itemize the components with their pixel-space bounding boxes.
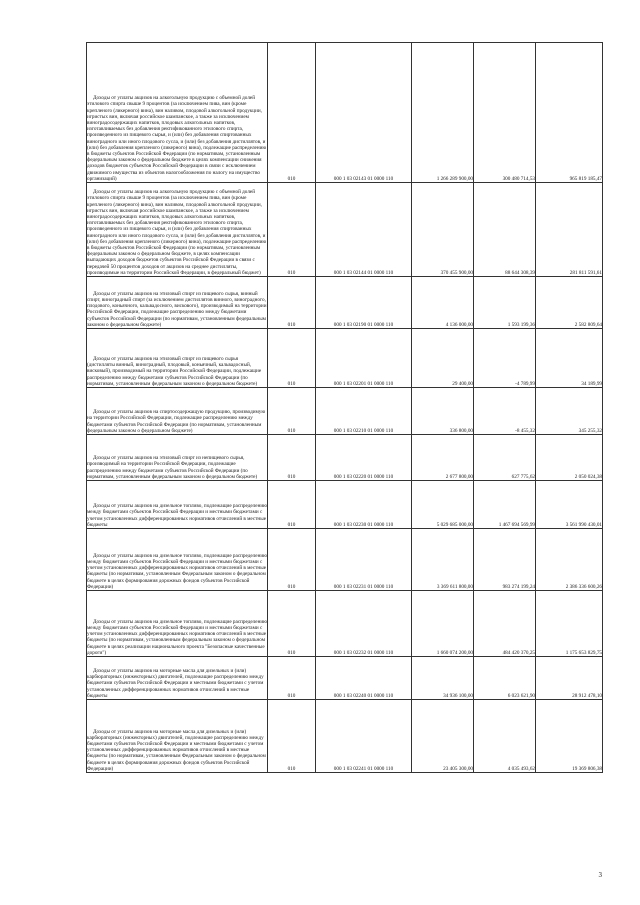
row-remaining-amount: 2 582 809,64 bbox=[536, 277, 603, 329]
row-kbk: 000 1 03 02232 01 0000 110 bbox=[316, 591, 412, 657]
table-row bbox=[87, 700, 603, 773]
row-remaining-amount: 2 050 024,38 bbox=[536, 435, 603, 481]
row-name: Доходы от уплаты акцизов на этиловый спирт из пищевого сырья (дистилляты винный, виноградный, плодовый, коньячный, кальвадосный, висковый), производимый на территории Российской Федерации, подлежащие распределению между бюджетами субъектов Российской Федерации (по нормативам, установленным федеральным законом о федеральном бюджете) bbox=[87, 329, 268, 388]
row-kbk: 000 1 03 02231 01 0000 110 bbox=[316, 529, 412, 591]
row-name: Доходы от уплаты акцизов на алкогольную продукцию с объемной долей этилового спирта свыше 9 процентов (за исключением пива, вин (кроме крепленого (ликерного) вина), вин наливом, плодовой алкогольной продукции, игристых вин, включая российское шампанское, а также за исключением виноградосодержащих напитков, плодовых алкогольных напитков, изготавливаемых без добавления ректификованного этилового спирта, произведенного из пищевого сырья, и (или) без добавления спиртованных виноградного или иного плодового сусла, и (или) без добавления дистиллятов, и (или) без добавления крепленого (ликерного) вина), подлежащие распределению в бюджеты субъектов Российской Федерации (по нормативам, установленным федеральным законом о федеральном бюджете, в целях компенсации выпадающих доходов бюджетов субъектов Российской Федерации в связи с передачей 50 процентов доходов от акцизов на среднее дистилляты, производимые на территории Российской Федерации, в федеральный бюджет) bbox=[87, 183, 268, 277]
row-executed-amount: 1 467 694 569,99 bbox=[474, 481, 536, 529]
row-code: 010 bbox=[268, 277, 316, 329]
row-approved-amount: 336 800,00 bbox=[412, 388, 474, 435]
row-approved-amount: 5 029 685 000,00 bbox=[412, 481, 474, 529]
table-row bbox=[87, 657, 603, 700]
income-table bbox=[86, 42, 603, 773]
row-approved-amount: 34 936 100,00 bbox=[412, 657, 474, 700]
row-code: 010 bbox=[268, 481, 316, 529]
row-remaining-amount: 1 175 653 829,75 bbox=[536, 591, 603, 657]
row-remaining-amount: 345 255,32 bbox=[536, 388, 603, 435]
row-remaining-amount: 28 912 478,10 bbox=[536, 657, 603, 700]
table-row bbox=[87, 529, 603, 591]
row-code: 010 bbox=[268, 591, 316, 657]
row-name: Доходы от уплаты акцизов на алкогольную продукцию с объемной долей этилового спирта свыше 9 процентов (за исключением пива, вин (кроме крепленого (ликерного) вина), вин наливом, плодовой алкогольной продукции, игристых вин, включая российское шампанское, а также за исключением виноградосодержащих напитков, плодовых алкогольных напитков, изготавливаемых без добавления ректификованного этилового спирта, произведенного из пищевого сырья, и (или) без добавления спиртованных виноградного или иного плодового сусла, и (или) без добавления дистиллятов, и (или) без добавления крепленого (ликерного) вина), подлежащие распределению в бюджеты субъектов Российской Федерации (по нормативам, установленным федеральным законом о федеральном бюджете в целях компенсации снижения доходов бюджетов субъектов Российской Федерации в связи с исключением движимого имущества из объектов налогообложения по налогу на имущество организаций) bbox=[87, 43, 268, 183]
row-kbk: 000 1 03 02190 01 0000 110 bbox=[316, 277, 412, 329]
row-code: 010 bbox=[268, 43, 316, 183]
row-name: Доходы от уплаты акцизов на этиловый спирт из пищевого сырья, винный спирт, виноградный спирт (за исключением дистиллятов винного, виноградного, плодового, коньячного, кальвадосного, вискового), производимый на территории Российской Федерации, подлежащие распределению между бюджетами субъектов Российской Федерации (по нормативам, установленным федеральным законом о федеральном бюджете) bbox=[87, 277, 268, 329]
row-kbk: 000 1 03 02144 01 0000 110 bbox=[316, 183, 412, 277]
row-code: 010 bbox=[268, 700, 316, 773]
row-remaining-amount: 3 561 990 430,01 bbox=[536, 481, 603, 529]
row-executed-amount: 4 035 493,62 bbox=[474, 700, 536, 773]
row-approved-amount: 23 405 300,00 bbox=[412, 700, 474, 773]
table-row bbox=[87, 43, 603, 183]
row-executed-amount: -4 789,99 bbox=[474, 329, 536, 388]
row-approved-amount: 1 660 074 200,00 bbox=[412, 591, 474, 657]
row-name: Доходы от уплаты акцизов на моторные масла для дизельных и (или) карбюраторных (инжекторных) двигателей, подлежащие распределению между бюджетами субъектов Российской Федерации и местными бюджетами с учетом установленных дифференцированных нормативов отчислений в местные бюджеты (по нормативам, установленным Федеральным законом о федеральном бюджете в целях формирования дорожных фондов субъектов Российской Федерации) bbox=[87, 700, 268, 773]
row-executed-amount: 6 023 621,90 bbox=[474, 657, 536, 700]
page-number: 3 bbox=[598, 871, 602, 879]
row-remaining-amount: 965 819 185,47 bbox=[536, 43, 603, 183]
row-executed-amount: 1 593 199,36 bbox=[474, 277, 536, 329]
row-name: Доходы от уплаты акцизов на дизельное топливо, подлежащие распределению между бюджетами субъектов Российской Федерации и местными бюджетами с учетом установленных дифференцированных нормативов отчислений в местные бюджеты bbox=[87, 481, 268, 529]
row-approved-amount: 1 266 289 900,00 bbox=[412, 43, 474, 183]
row-remaining-amount: 2 386 336 600,26 bbox=[536, 529, 603, 591]
row-code: 010 bbox=[268, 529, 316, 591]
row-kbk: 000 1 03 02220 01 0000 110 bbox=[316, 435, 412, 481]
row-remaining-amount: 281 811 591,61 bbox=[536, 183, 603, 277]
row-approved-amount: 4 136 000,00 bbox=[412, 277, 474, 329]
row-code: 010 bbox=[268, 388, 316, 435]
row-name: Доходы от уплаты акцизов на дизельное топливо, подлежащие распределению между бюджетами субъектов Российской Федерации и местными бюджетами с учетом установленных дифференцированных нормативов отчислений в местные бюджеты (по нормативам, установленным федеральным законом о федеральном бюджете в целях реализации национального проекта "Безопасные качественные дороги") bbox=[87, 591, 268, 657]
table-row bbox=[87, 435, 603, 481]
row-approved-amount: 3 369 611 800,00 bbox=[412, 529, 474, 591]
row-kbk: 000 1 03 02240 01 0000 110 bbox=[316, 657, 412, 700]
row-kbk: 000 1 03 02230 01 0000 110 bbox=[316, 481, 412, 529]
row-executed-amount: 983 274 199,24 bbox=[474, 529, 536, 591]
row-remaining-amount: 34 189,99 bbox=[536, 329, 603, 388]
row-code: 010 bbox=[268, 183, 316, 277]
row-name: Доходы от уплаты акцизов на этиловый спирт из непищевого сырья, производимый на территории Российской Федерации, подлежащие распределению между бюджетами субъектов Российской Федерации (по нормативам, установленным федеральным законом о федеральном бюджете) bbox=[87, 435, 268, 481]
row-kbk: 000 1 03 02143 01 0000 110 bbox=[316, 43, 412, 183]
table-row bbox=[87, 481, 603, 529]
row-executed-amount: 627 775,62 bbox=[474, 435, 536, 481]
row-executed-amount: 300 480 714,53 bbox=[474, 43, 536, 183]
row-kbk: 000 1 03 02241 01 0000 110 bbox=[316, 700, 412, 773]
row-kbk: 000 1 03 02210 01 0000 110 bbox=[316, 388, 412, 435]
table-row bbox=[87, 277, 603, 329]
row-code: 010 bbox=[268, 329, 316, 388]
row-code: 010 bbox=[268, 657, 316, 700]
row-name: Доходы от уплаты акцизов на дизельное топливо, подлежащие распределению между бюджетами субъектов Российской Федерации и местными бюджетами с учетом установленных дифференцированных нормативов отчислений в местные бюджеты (по нормативам, установленным Федеральным законом о федеральном бюджете в целях формирования дорожных фондов субъектов Российской Федерации) bbox=[87, 529, 268, 591]
row-approved-amount: 370 455 900,00 bbox=[412, 183, 474, 277]
row-executed-amount: 484 420 370,25 bbox=[474, 591, 536, 657]
income-table-body bbox=[87, 43, 603, 773]
table-row bbox=[87, 388, 603, 435]
row-approved-amount: 2 677 800,00 bbox=[412, 435, 474, 481]
row-name: Доходы от уплаты акцизов на моторные масла для дизельных и (или) карбюраторных (инжекторных) двигателей, подлежащие распределению между бюджетами субъектов Российской Федерации и местными бюджетами с учетом установленных дифференцированных нормативов отчислений в местные бюджеты bbox=[87, 657, 268, 700]
row-approved-amount: 29 400,00 bbox=[412, 329, 474, 388]
row-kbk: 000 1 03 02201 01 0000 110 bbox=[316, 329, 412, 388]
table-row bbox=[87, 183, 603, 277]
row-name: Доходы от уплаты акцизов на спиртосодержащую продукцию, производимую на территории Российской Федерации, подлежащие распределению между бюджетами субъектов Российской Федерации (по нормативам, установленным федеральным законом о федеральном бюджете) bbox=[87, 388, 268, 435]
table-row bbox=[87, 329, 603, 388]
row-code: 010 bbox=[268, 435, 316, 481]
row-executed-amount: -8 455,32 bbox=[474, 388, 536, 435]
row-executed-amount: 88 644 308,39 bbox=[474, 183, 536, 277]
row-remaining-amount: 19 369 806,38 bbox=[536, 700, 603, 773]
table-row bbox=[87, 591, 603, 657]
